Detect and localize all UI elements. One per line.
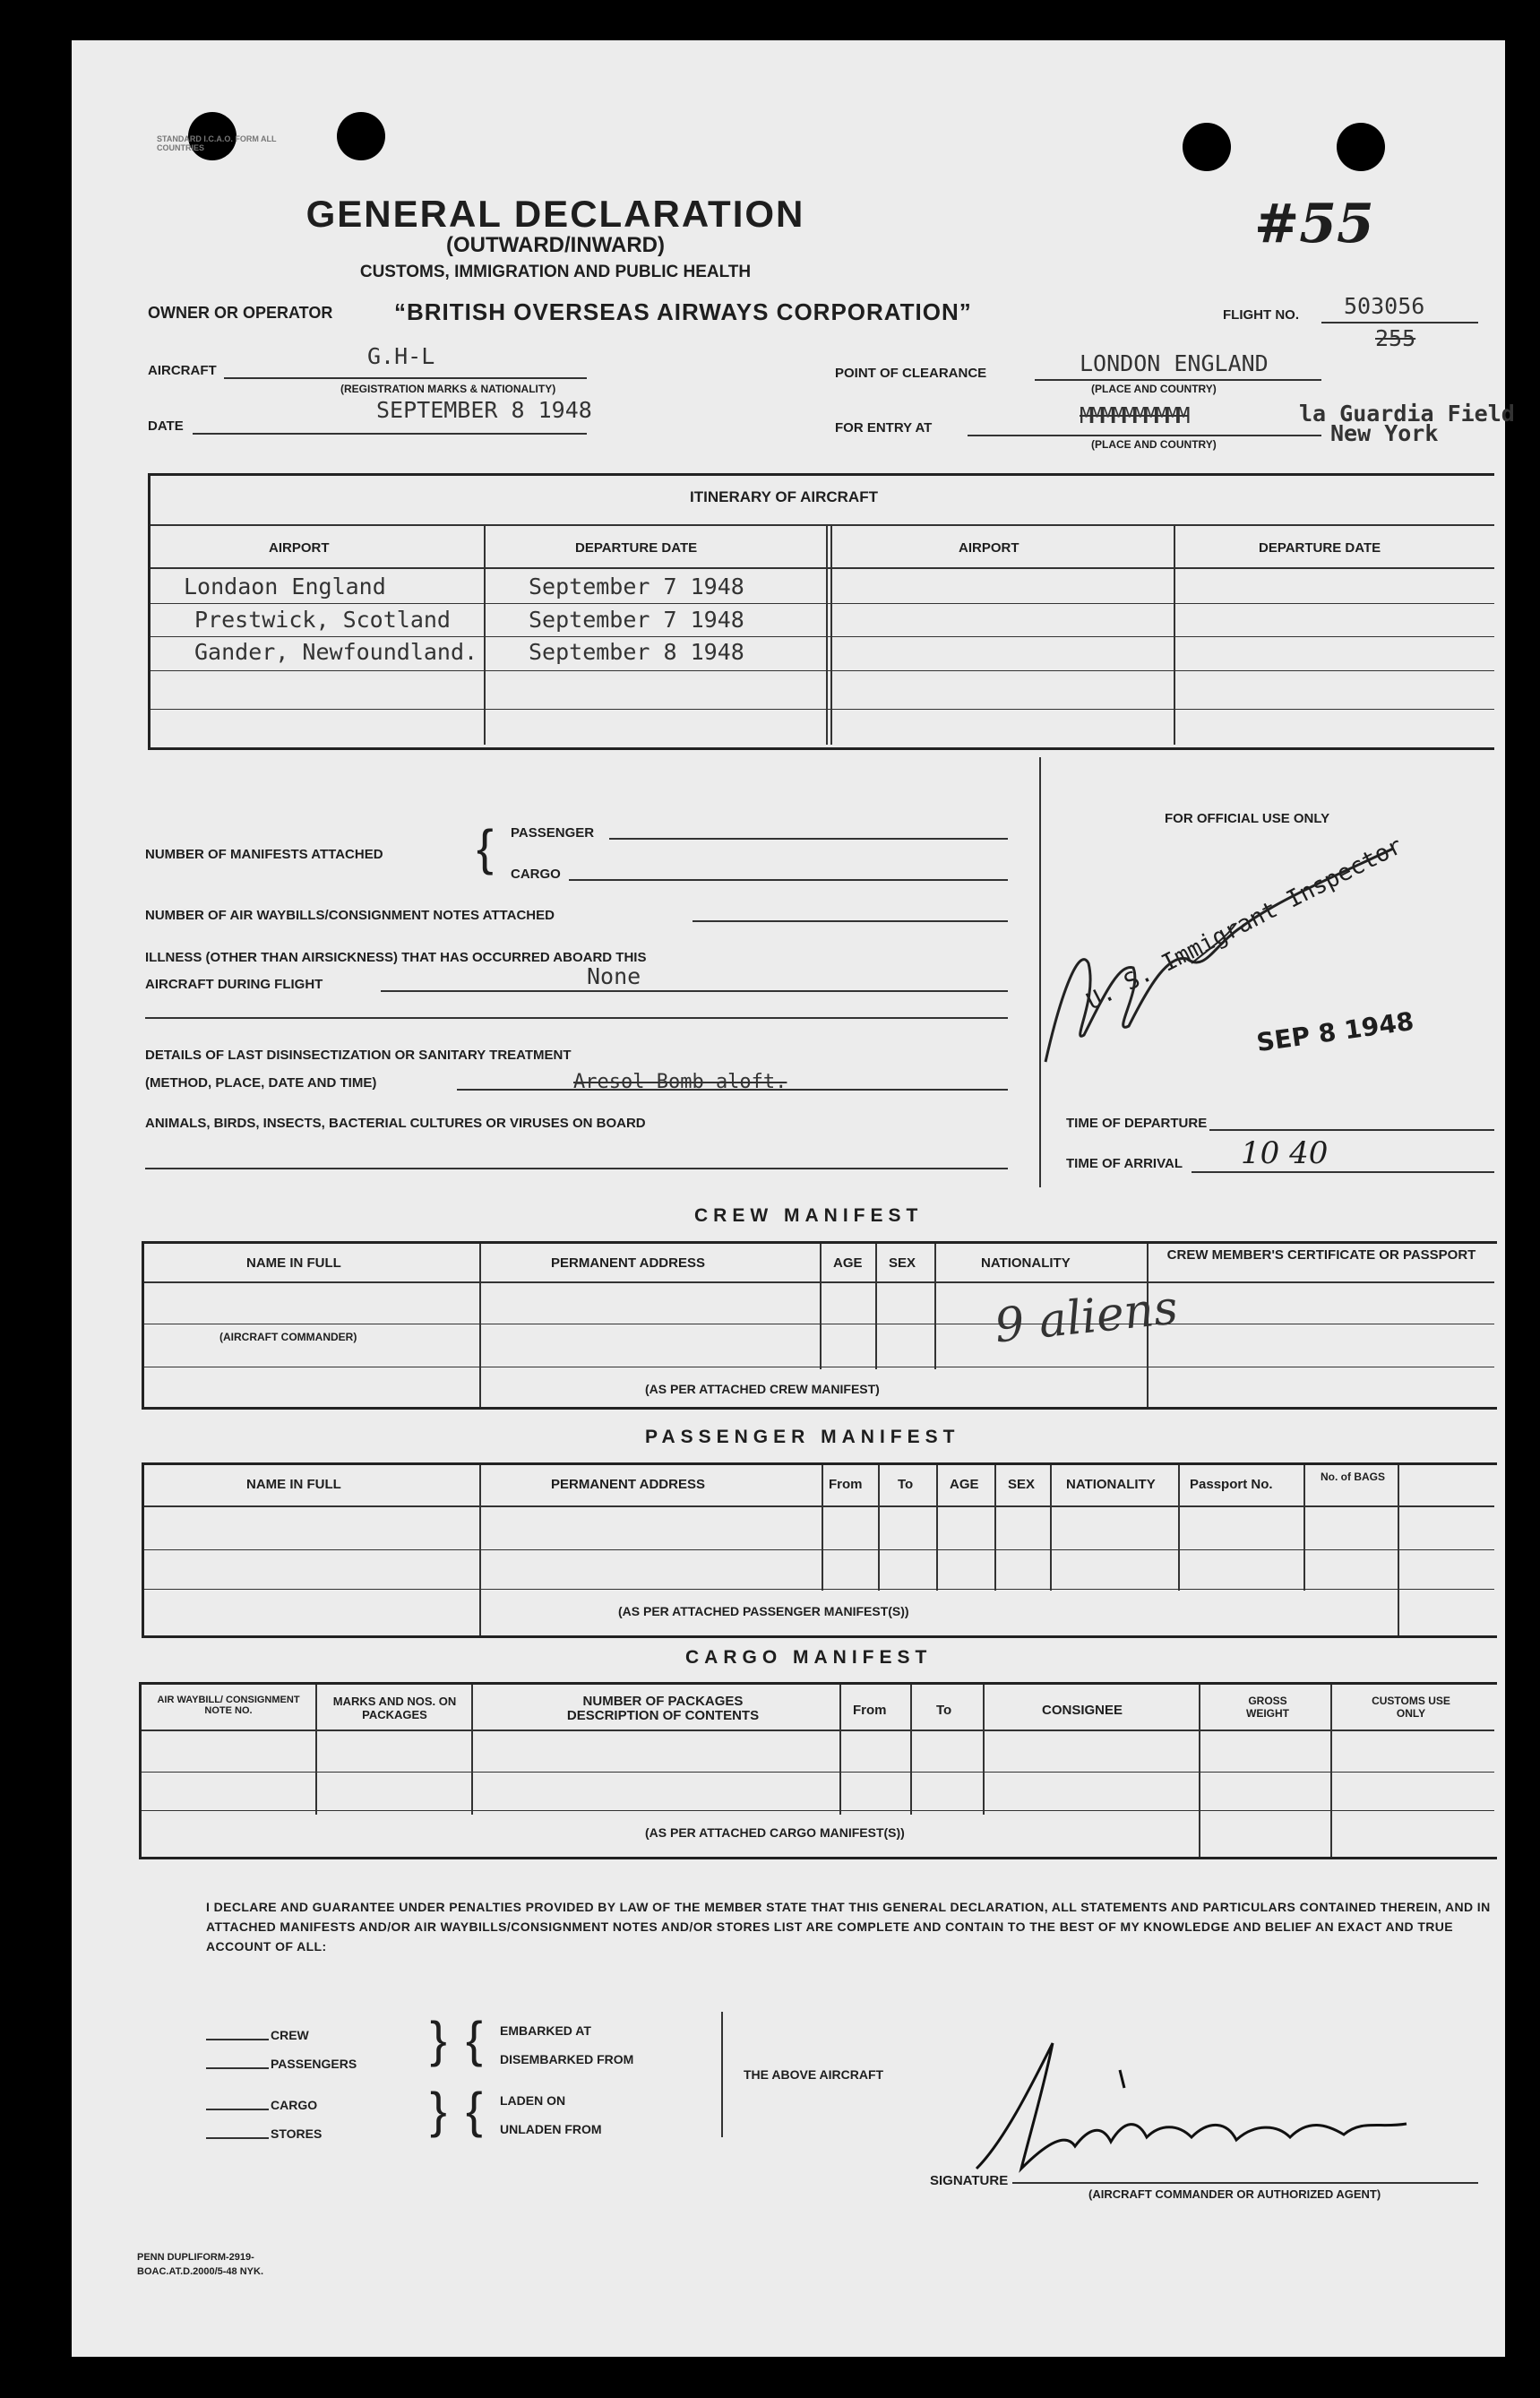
decl-unladen: UNLADEN FROM: [500, 2122, 602, 2136]
decl-stores: STORES: [271, 2126, 323, 2141]
manifests-cargo-label: CARGO: [511, 867, 561, 882]
decl-laden: LADEN ON: [500, 2093, 566, 2108]
departure-time-label: TIME OF DEPARTURE: [1066, 1116, 1208, 1131]
itin-row2-date: September 7 1948: [529, 607, 744, 633]
crew-head-name: NAME IN FULL: [246, 1255, 341, 1271]
passenger-manifest-title: PASSENGER MANIFEST: [645, 1427, 960, 1447]
inspector-signature: [1035, 838, 1536, 1071]
pass-head-age: AGE: [950, 1477, 979, 1492]
inspector-stamp: U. S. Immigrant Inspector: [1082, 832, 1407, 1016]
form-agencies: CUSTOMS, IMMIGRATION AND PUBLIC HEALTH: [359, 263, 752, 281]
decl-embarked: EMBARKED AT: [500, 2023, 591, 2038]
itin-head-airport-1: AIRPORT: [269, 540, 330, 556]
itin-row1-airport: Londaon England: [184, 574, 386, 600]
pass-head-address: PERMANENT ADDRESS: [551, 1477, 705, 1492]
entry-struck-value: MMMMMMMMMM: [1080, 402, 1188, 428]
aircraft-value: G.H-L: [367, 343, 435, 369]
itin-row3-airport: Gander, Newfoundland.: [194, 639, 478, 665]
illness-label-1: ILLNESS (OTHER THAN AIRSICKNESS) THAT HAS OCCURRED ABOARD THIS: [145, 950, 647, 965]
itin-head-date-1: DEPARTURE DATE: [575, 540, 698, 556]
itin-head-airport-2: AIRPORT: [959, 540, 1019, 556]
manifests-passenger-label: PASSENGER: [511, 825, 595, 841]
punch-hole-2: [337, 112, 385, 160]
crew-head-certificate: CREW MEMBER'S CERTIFICATE OR PASSPORT: [1166, 1247, 1476, 1263]
clearance-label: POINT OF CLEARANCE: [835, 366, 987, 381]
cargo-head-from: From: [853, 1703, 887, 1718]
decl-disembarked: DISEMBARKED FROM: [500, 2052, 634, 2066]
flight-value: 503056: [1344, 293, 1425, 319]
animals-label: ANIMALS, BIRDS, INSECTS, BACTERIAL CULTURES OR VIRUSES ON BOARD: [145, 1116, 646, 1131]
crew-footer: (AS PER ATTACHED CREW MANIFEST): [645, 1382, 880, 1396]
cargo-head-marks: MARKS AND NOS. ON PACKAGES: [332, 1695, 457, 1721]
disinsect-value: Aresol Bomb aloft.: [573, 1071, 787, 1093]
entry-value-2: New York: [1330, 420, 1439, 446]
pass-head-name: NAME IN FULL: [246, 1477, 341, 1492]
footer-line-2: BOAC.AT.D.2000/5-48 NYK.: [137, 2266, 264, 2277]
crew-manifest-title: CREW MANIFEST: [694, 1205, 924, 1226]
cargo-head-packages: NUMBER OF PACKAGES DESCRIPTION OF CONTENTS: [566, 1694, 760, 1723]
decl-cargo: CARGO: [271, 2098, 318, 2112]
declaration-page: STANDARD I.C.A.O. FORM ALL COUNTRIES GENERAL DECLARATION (OUTWARD/INWARD) CUSTOMS, IMMIGRATION AND PUBLIC HEALTH #55 OWNER OR OPERATOR “BRITISH OVERSEAS AIRWAYS CORPORATION” FLIGHT NO. 503056 255 AIRCRAFT G.H-L (REGISTRATION MARKS & NATIONALITY) POINT OF CLEARANCE LONDON ENGLAND (PLACE AND COUNTRY) DATE SEPTEMBER 8 1948 FOR ENTRY AT MMMMMMMMMM la Guardia Field New York (PLACE AND COUNTRY) ITINERARY OF AIRCRAFT AIRPORT DEPARTURE DATE AIRPORT DEPARTURE DATE Londaon England September 7 1948 Prestwick, Scotland September 7 1948 Gander, Newfoundland. September 8 1948 NUMBER OF MANIFESTS ATTACHED { PASSENGER CARGO NUMBER OF AIR WAYBILLS/CONSIGNMENT NOTES ATTACHED ILLNESS (OTHER THAN AIRSICKNESS) THAT HAS OCCURRED ABOARD THIS AIRCRAFT DURING FLIGHT None DETAILS OF LAST DISINSECTIZATION OR SANITARY TREATMENT (METHOD, PLACE, DATE AND TIME) Aresol Bomb aloft. ANIMALS, BIRDS, INSECTS, BACTERIAL CULTURES OR VIRUSES ON BOARD FOR OFFICIAL USE ONLY U. S. Immigrant Inspector SEP 8 1948 TIME OF DEPARTURE TIME OF ARRIVAL 10 40 CREW MANIFEST NAME IN FULL PERMANENT ADDRESS AGE SEX NATIONALITY CREW MEMBER'S CERTIFICATE OR PASSPORT (AIRCRAFT COMMANDER) (AS PER ATTACHED CREW MANIFEST) 9 aliens PASSENGER MANIFEST NAME IN FULL PERMANENT ADDRESS From To AGE SEX NATIONALITY Passport No. No. of BAGS (AS PER ATTACHED PASSENGER MANIFEST(S)) CARGO MANIFEST AIR WAYBILL/ CONSIGNMENT NOTE NO. MARKS AND NOS. ON PACKAGES NUMBER OF PACKAGES DESCRIPTION OF CONTENTS From To CONSIGNEE GROSS WEIGHT CUSTOMS USE ONLY (AS PER ATTACHED CARGO MANIFEST(S)) I DECLARE AND GUARANTEE UNDER PENALTIES PROVIDED BY LAW OF THE MEMBER STATE THAT THIS GENERAL DECLARATION, ALL STATEMENTS AND PARTICULARS CONTAINED THEREIN, AND IN ATTACHED MANIFESTS AND/OR AIR WAYBILLS/CONSIGNMENT NOTES AND/OR STORES LIST ARE COMPLETE AND CONTAIN TO THE BEST OF MY KNOWLEDGE AND BELIEF AN EXACT AND TRUE ACCOUNT OF ALL: CREW PASSENGERS CARGO STORES } { } { EMBARKED AT DISEMBARKED FROM LADEN ON UNLADEN FROM THE ABOVE AIRCRAFT SIGNATURE (AIRCRAFT COMMANDER OR AUTHORIZED AGENT) PENN DUPLIFORM-2919- BOAC.AT.D.2000/5-48 NYK.: [72, 40, 1505, 2357]
crew-head-nationality: NATIONALITY: [981, 1255, 1071, 1271]
inspector-stamp-date: SEP 8 1948: [1254, 1005, 1416, 1058]
itin-head-date-2: DEPARTURE DATE: [1259, 540, 1381, 556]
date-label: DATE: [148, 418, 184, 434]
pass-head-to: To: [898, 1477, 914, 1492]
cargo-manifest-title: CARGO MANIFEST: [685, 1647, 933, 1668]
owner-value: “BRITISH OVERSEAS AIRWAYS CORPORATION”: [394, 298, 972, 325]
flight-struck-value: 255: [1375, 325, 1416, 351]
cargo-head-weight: GROSS WEIGHT: [1246, 1695, 1289, 1720]
crew-head-address: PERMANENT ADDRESS: [551, 1255, 705, 1271]
date-value: SEPTEMBER 8 1948: [376, 397, 592, 423]
cargo-head-to: To: [936, 1703, 952, 1718]
clearance-value: LONDON ENGLAND: [1080, 350, 1269, 376]
owner-label: OWNER OR OPERATOR: [148, 304, 333, 322]
punch-hole-3: [1183, 123, 1231, 171]
signature-caption: (AIRCRAFT COMMANDER OR AUTHORIZED AGENT): [1088, 2187, 1381, 2201]
manifests-label: NUMBER OF MANIFESTS ATTACHED: [145, 847, 383, 862]
clearance-caption: (PLACE AND COUNTRY): [1091, 383, 1217, 395]
crew-head-sex: SEX: [889, 1255, 916, 1271]
arrival-time-value: 10 40: [1241, 1135, 1329, 1171]
cargo-head-customs: CUSTOMS USE ONLY: [1372, 1695, 1450, 1720]
decl-crew: CREW: [271, 2028, 309, 2042]
pass-head-bags: No. of BAGS: [1321, 1471, 1385, 1483]
cargo-head-waybill: AIR WAYBILL/ CONSIGNMENT NOTE NO.: [157, 1695, 300, 1716]
entry-caption: (PLACE AND COUNTRY): [1091, 438, 1217, 451]
crew-head-age: AGE: [833, 1255, 863, 1271]
form-title: GENERAL DECLARATION: [305, 193, 805, 235]
waybills-label: NUMBER OF AIR WAYBILLS/CONSIGNMENT NOTES ATTACHED: [145, 908, 555, 923]
disinsect-label-2: (METHOD, PLACE, DATE AND TIME): [145, 1075, 377, 1091]
decl-above-aircraft: THE ABOVE AIRCRAFT: [744, 2067, 884, 2082]
itin-row3-date: September 8 1948: [529, 639, 744, 665]
official-title: FOR OFFICIAL USE ONLY: [1165, 811, 1330, 826]
aircraft-label: AIRCRAFT: [148, 363, 217, 378]
decl-passengers: PASSENGERS: [271, 2057, 357, 2071]
footer-line-1: PENN DUPLIFORM-2919-: [137, 2252, 254, 2263]
form-subtitle: (OUTWARD/INWARD): [446, 233, 665, 257]
itin-row2-airport: Prestwick, Scotland: [194, 607, 451, 633]
form-standard-note: STANDARD I.C.A.O. FORM ALL COUNTRIES: [157, 134, 277, 152]
punch-hole-4: [1337, 123, 1385, 171]
pass-head-from: From: [829, 1477, 863, 1492]
entry-label: FOR ENTRY AT: [835, 420, 933, 436]
illness-label-2: AIRCRAFT DURING FLIGHT: [145, 977, 323, 992]
disinsect-label-1: DETAILS OF LAST DISINSECTIZATION OR SANITARY TREATMENT: [145, 1048, 572, 1063]
pass-head-sex: SEX: [1008, 1477, 1036, 1492]
cargo-head-consignee: CONSIGNEE: [1042, 1703, 1123, 1718]
declaration-text: I DECLARE AND GUARANTEE UNDER PENALTIES PROVIDED BY LAW OF THE MEMBER STATE THAT THIS GENERAL DECLARATION, ALL STATEMENTS AND PARTICULARS CONTAINED THEREIN, AND IN ATTACHED MANIFESTS AND/OR AIR WAYBILLS/CONSIGNMENT NOTES AND/OR STORES LIST ARE COMPLETE AND CONTAIN TO THE BEST OF MY KNOWLEDGE AND BELIEF AN EXACT AND TRUE ACCOUNT OF ALL:: [206, 1900, 1491, 1954]
arrival-time-label: TIME OF ARRIVAL: [1066, 1156, 1183, 1171]
crew-commander-caption: (AIRCRAFT COMMANDER): [219, 1331, 357, 1343]
cargo-footer: (AS PER ATTACHED CARGO MANIFEST(S)): [645, 1825, 905, 1840]
crew-handwritten: 9 aliens: [992, 1281, 1181, 1354]
flight-label: FLIGHT NO.: [1223, 307, 1299, 323]
entry-value: la Guardia Field: [1299, 401, 1515, 427]
passenger-footer: (AS PER ATTACHED PASSENGER MANIFEST(S)): [618, 1604, 909, 1618]
pass-head-nationality: NATIONALITY: [1066, 1477, 1156, 1492]
illness-value: None: [587, 963, 641, 989]
pass-head-passport: Passport No.: [1190, 1477, 1273, 1492]
signature-label: SIGNATURE: [930, 2173, 1009, 2188]
commander-signature: [968, 2034, 1469, 2187]
aircraft-caption: (REGISTRATION MARKS & NATIONALITY): [340, 383, 556, 395]
handwritten-number: #55: [1254, 193, 1374, 255]
itin-row1-date: September 7 1948: [529, 574, 744, 600]
itinerary-title: ITINERARY OF AIRCRAFT: [690, 488, 878, 505]
